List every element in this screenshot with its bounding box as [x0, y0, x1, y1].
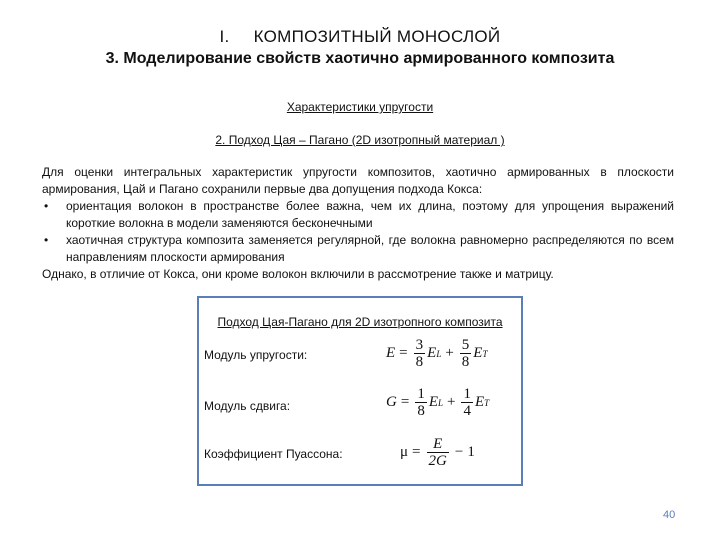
fraction — [427, 436, 449, 469]
subheading-elastic-characteristics: Характеристики упругости — [286, 100, 434, 114]
formula-box-title: Подход Цая-Пагано для 2D изотропного композита — [217, 315, 503, 329]
poisson-ratio-label: Коэффициент Пуассона: — [204, 447, 343, 461]
section-title: 3. Моделирование свойств хаотично армированного композита — [105, 50, 615, 67]
formula-lhs: G — [386, 394, 397, 410]
chapter-heading — [0, 27, 720, 47]
constant: 1 — [467, 444, 475, 460]
fraction — [415, 386, 427, 419]
intro-text-block — [42, 164, 674, 283]
shear-modulus-label: Модуль сдвига: — [204, 399, 291, 413]
page-number: 40 — [663, 509, 676, 521]
denominator: 2G — [428, 453, 447, 469]
equals-sign: = — [400, 394, 410, 410]
fraction — [414, 337, 426, 370]
formula-lhs: E — [386, 345, 396, 361]
denominator: 8 — [415, 354, 424, 370]
intro-paragraph: Для оценки интегральных характеристик упругости композитов, хаотично армированных в плоскости армирования, Цай и Пагано сохранили первые два допущения подхода Кокса: — [42, 165, 674, 196]
variable: E — [473, 345, 483, 361]
subscript: T — [482, 348, 488, 359]
subscript: T — [484, 397, 490, 408]
variable: E — [474, 394, 485, 410]
subscript: L — [437, 397, 443, 408]
conclusion-paragraph: Однако, в отличие от Кокса, они кроме волокон включили в рассмотрение также и матрицу. — [42, 267, 554, 281]
plus-sign: + — [447, 394, 456, 410]
equals-sign: = — [412, 444, 421, 460]
fraction — [460, 337, 472, 370]
chapter-number: I. — [219, 27, 230, 46]
bullet-dot: • — [44, 233, 49, 247]
subheading-tsai-pagano-approach: 2. Подход Цая – Пагано (2D изотропный материал ) — [215, 133, 505, 147]
denominator: 8 — [417, 403, 425, 419]
numerator: 3 — [415, 337, 424, 353]
numerator: E — [433, 436, 443, 452]
denominator: 8 — [461, 354, 470, 370]
variable: E — [427, 345, 437, 361]
elastic-modulus-label: Модуль упругости: — [204, 348, 308, 362]
numerator: 1 — [463, 386, 471, 402]
denominator: 4 — [463, 403, 471, 419]
bullet-item — [42, 198, 674, 232]
bullet-text: ориентация волокон в пространстве более важна, чем их длина, поэтому для упрощения выражений короткие волокна в модели заменяются бесконечными — [66, 199, 674, 230]
shear-modulus-formula — [386, 386, 489, 419]
elastic-modulus-formula — [386, 337, 487, 370]
poisson-ratio-formula — [400, 436, 475, 469]
minus-sign: − — [454, 444, 464, 460]
fraction — [461, 386, 473, 419]
bullet-item — [42, 232, 674, 266]
numerator: 5 — [461, 337, 470, 353]
chapter-title: КОМПОЗИТНЫЙ МОНОСЛОЙ — [253, 27, 501, 46]
formula-lhs: μ — [400, 444, 409, 460]
numerator: 1 — [417, 386, 425, 402]
equals-sign: = — [399, 345, 408, 361]
bullet-text: хаотичная структура композита заменяется регулярной, где волокна равномерно распределяются по всем направлениям плоскости армирования — [66, 233, 674, 264]
bullet-dot: • — [44, 199, 49, 213]
variable: E — [428, 394, 438, 410]
subscript: L — [436, 348, 442, 359]
plus-sign: + — [445, 345, 454, 361]
